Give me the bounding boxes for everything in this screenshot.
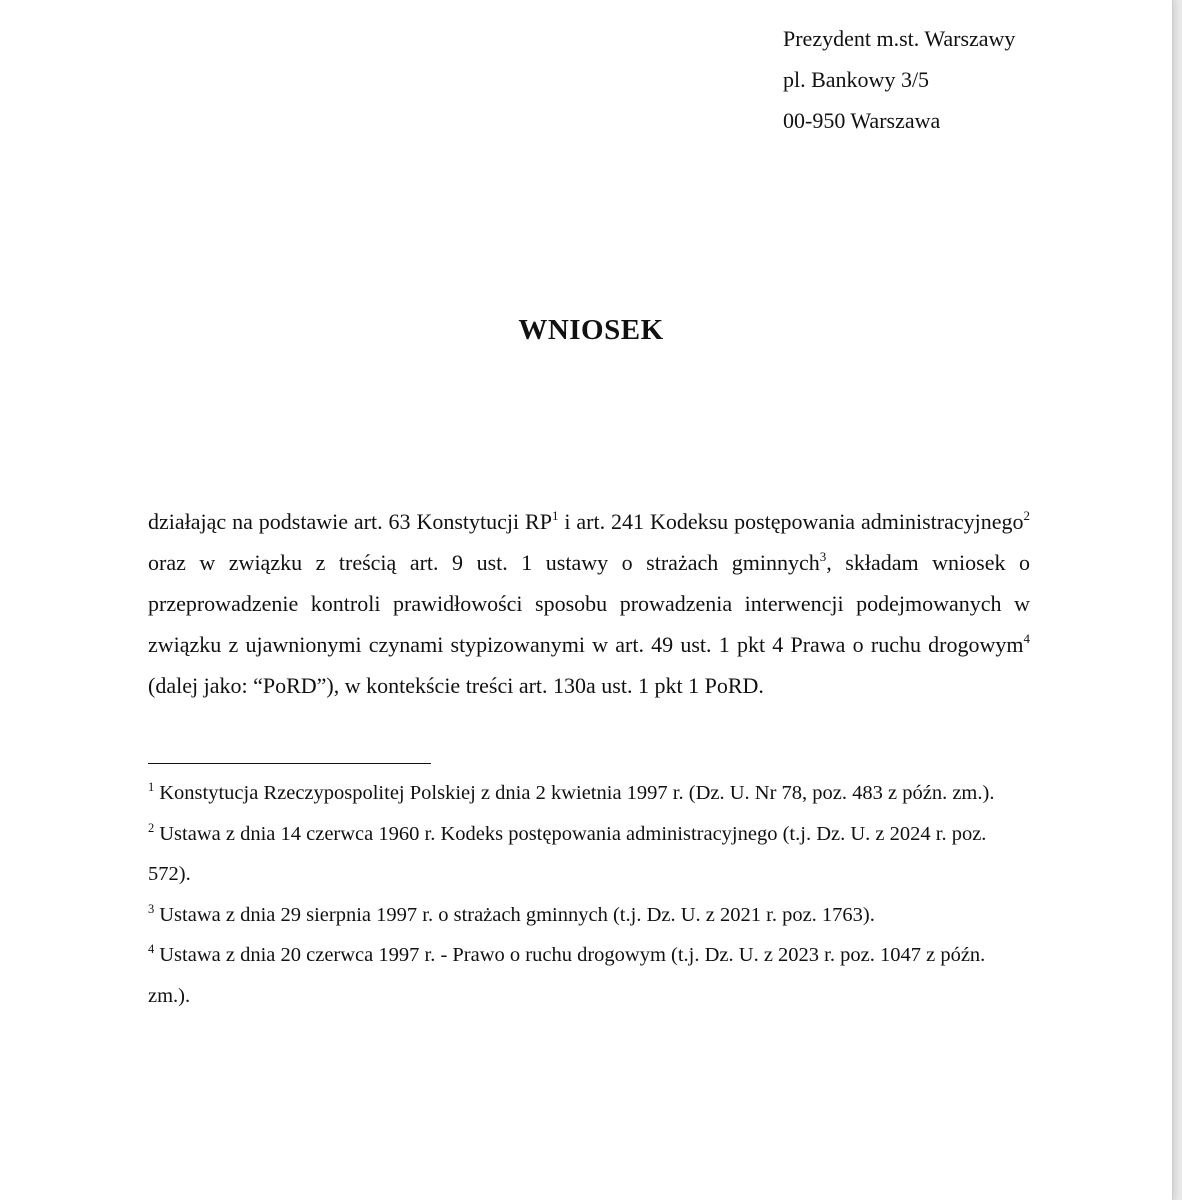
footnote-2 <box>148 814 1030 895</box>
body-paragraph <box>148 501 1030 706</box>
footnote-number: 3 <box>148 901 155 916</box>
footnote-4 <box>148 935 1030 1016</box>
footnote-1 <box>148 773 1030 814</box>
body-text-segment: i art. 241 Kodeksu postępowania administracyjnego <box>558 509 1024 534</box>
footnote-text: Ustawa z dnia 14 czerwca 1960 r. Kodeks postępowania administracyjnego (t.j. Dz. U. z 2024 r. poz. 572). <box>148 822 987 885</box>
document-title: WNIOSEK <box>518 314 664 346</box>
addressee-name: Prezydent m.st. Warszawy <box>783 26 1016 51</box>
addressee-city: 00-950 Warszawa <box>783 108 941 133</box>
footnote-ref-3: 3 <box>819 549 827 564</box>
footnote-number: 4 <box>148 942 155 956</box>
footnote-text: Ustawa z dnia 29 sierpnia 1997 r. o strażach gminnych (t.j. Dz. U. z 2021 r. poz. 1763). <box>159 903 875 926</box>
footnote-number: 2 <box>148 820 155 835</box>
footnote-text: Konstytucja Rzeczypospolitej Polskiej z dnia 2 kwietnia 1997 r. (Dz. U. Nr 78, poz. 483 z późn. zm.). <box>159 782 995 804</box>
footnotes-section <box>148 773 1030 1016</box>
addressee-block <box>783 18 1015 141</box>
footnote-ref-4: 4 <box>1023 631 1030 646</box>
body-text-segment: oraz w związku z treścią art. 9 ust. 1 ustawy o strażach gminnych <box>148 550 820 575</box>
body-text-segment: , składam wniosek o przeprowadzenie kontroli prawidłowości sposobu prowadzenia interwencji podejmowanych w związku z ujawnionymi czynami stypizowanymi w art. 49 ust. 1 pkt 4 Prawa o ruchu drogowym <box>148 550 1030 657</box>
footnote-number: 1 <box>148 780 155 794</box>
footnote-3 <box>148 895 1030 936</box>
body-text-segment: (dalej jako: “PoRD”), w kontekście treści art. 130a ust. 1 pkt 1 PoRD. <box>148 673 764 698</box>
footnote-separator <box>148 763 431 764</box>
footnote-ref-1: 1 <box>551 508 559 523</box>
footnote-text: Ustawa z dnia 20 czerwca 1997 r. - Prawo o ruchu drogowym (t.j. Dz. U. z 2023 r. poz. 1047 z późn. zm.). <box>148 944 986 1007</box>
footnote-ref-2: 2 <box>1023 508 1030 523</box>
body-text-segment: działając na podstawie art. 63 Konstytucji RP <box>148 509 552 534</box>
addressee-street: pl. Bankowy 3/5 <box>783 67 930 92</box>
